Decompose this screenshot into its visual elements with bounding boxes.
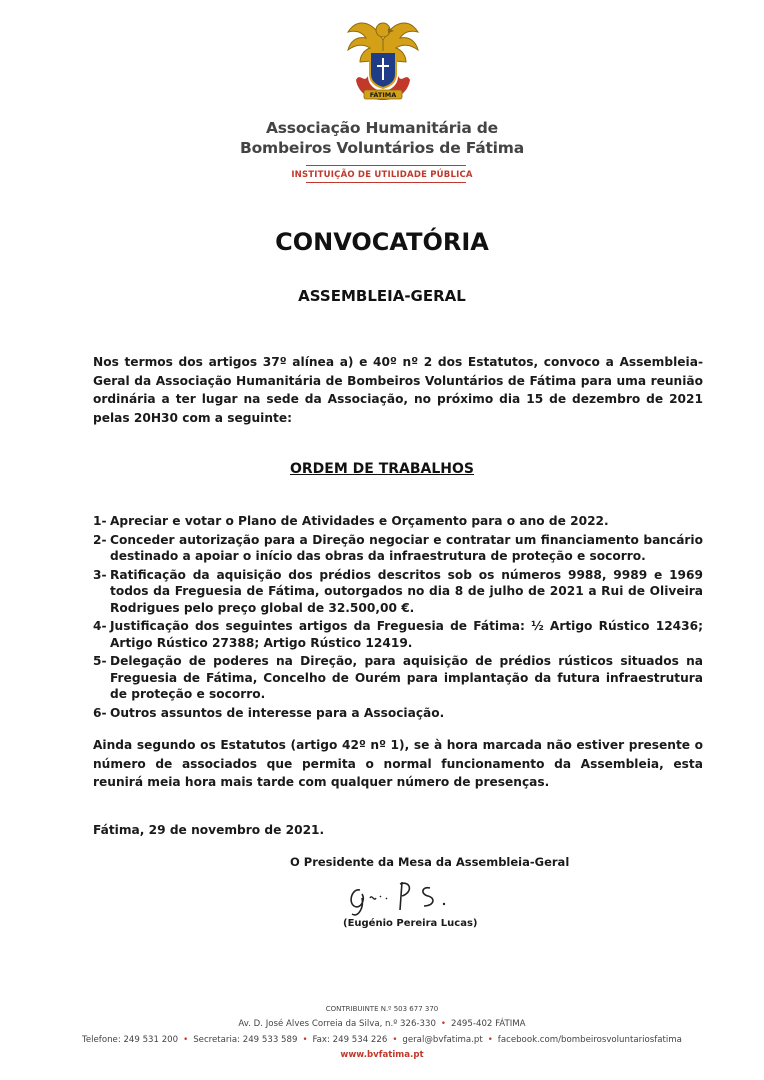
agenda-item-text: Delegação de poderes na Direção, para aquisição de prédios rústicos situados na Freguesia de Fátima, Concelho de Ourém para implantação da futura infraestrutura de proteção e socorro. [110, 654, 703, 701]
footer-contacts-line [0, 1035, 764, 1045]
footer-address-line [0, 1019, 764, 1029]
separator-dot-icon: • [183, 1035, 189, 1045]
intro-paragraph: Nos termos dos artigos 37º alínea a) e 40º nº 2 dos Estatutos, convoco a Assembleia-Geral da Associação Humanitária de Bombeiros Voluntários de Fátima para uma reunião ordinária a ter lugar na sede da Associação, no próximo dia 15 de dezembro de 2021 pelas 20H30 com a seguinte: [93, 355, 703, 425]
footer-contribuinte: CONTRIBUINTE N.º 503 677 370 [325, 1005, 439, 1013]
agenda-item-number: 4- [93, 619, 107, 633]
org-name-line1: Associação Humanitária de [265, 119, 498, 137]
footer-facebook[interactable]: facebook.com/bombeirosvoluntariosfatima [497, 1035, 682, 1045]
agenda-item [93, 532, 703, 565]
association-logo-icon [342, 10, 424, 106]
signatory-role: O Presidente da Mesa da Assembleia-Geral [290, 855, 570, 869]
agenda-item-text: Conceder autorização para a Direção negociar e contratar um financiamento bancário destinado a apoiar o início das obras da infraestrutura de proteção e socorro. [110, 532, 703, 563]
separator-dot-icon: • [440, 1019, 446, 1029]
agenda-item-number: 2- [93, 532, 107, 547]
org-divider-bottom [306, 182, 466, 183]
footer-address: Av. D. José Alves Correia da Silva, n.º 326-330 [238, 1019, 436, 1029]
footer-secretaria: Secretaria: 249 533 589 [193, 1035, 298, 1045]
footer-postcode: 2495-402 FÁTIMA [451, 1019, 526, 1029]
agenda-item-number: 1- [93, 514, 107, 528]
agenda-list [93, 513, 703, 723]
separator-dot-icon: • [392, 1035, 398, 1045]
agenda-item [93, 618, 703, 651]
separator-dot-icon: • [302, 1035, 308, 1045]
org-subtitle: INSTITUIÇÃO DE UTILIDADE PÚBLICA [291, 170, 473, 180]
agenda-title: ORDEM DE TRABALHOS [289, 461, 475, 477]
footer-email[interactable]: geral@bvfatima.pt [402, 1035, 483, 1045]
agenda-item [93, 653, 703, 703]
date-line: Fátima, 29 de novembro de 2021. [93, 823, 325, 837]
agenda-item [93, 513, 703, 530]
signatory-name: (Eugénio Pereira Lucas) [343, 918, 478, 929]
agenda-item-number: 3- [93, 567, 107, 582]
closing-paragraph: Ainda segundo os Estatutos (artigo 42º nº 1), se à hora marcada não estiver presente o número de associados que permita o normal funcionamento da Assembleia, esta reunirá meia hora mais tarde com qualquer número de presenças. [93, 738, 703, 789]
footer-telefone: Telefone: 249 531 200 [82, 1035, 179, 1045]
agenda-item-number: 6- [93, 705, 107, 720]
org-divider-top [306, 165, 466, 166]
logo-ribbon-text: FÁTIMA [369, 91, 397, 99]
agenda-item-text: Ratificação da aquisição dos prédios descritos sob os números 9988, 9989 e 1969 todos da Freguesia de Fátima, outorgados no dia 8 de julho de 2021 a Rui de Oliveira Rodrigues pelo preço global de 32.500,00 €. [110, 567, 703, 615]
org-name-line2: Bombeiros Voluntários de Fátima [239, 139, 524, 157]
agenda-item-number: 5- [93, 654, 107, 668]
document-title: CONVOCATÓRIA [275, 228, 489, 256]
agenda-item-text: Justificação dos seguintes artigos da Freguesia de Fátima: ½ Artigo Rústico 12436; Artigo Rústico 27388; Artigo Rústico 12419. [110, 619, 703, 650]
agenda-item [93, 705, 703, 722]
separator-dot-icon: • [487, 1035, 493, 1045]
footer-fax: Fax: 249 534 226 [312, 1035, 388, 1045]
agenda-item [93, 567, 703, 617]
footer-website[interactable]: www.bvfatima.pt [340, 1050, 424, 1060]
document-subtitle: ASSEMBLEIA-GERAL [298, 287, 466, 305]
agenda-item-text: Outros assuntos de interesse para a Associação. [110, 705, 445, 720]
agenda-item-text: Apreciar e votar o Plano de Atividades e Orçamento para o ano de 2022. [110, 514, 609, 528]
handwritten-signature-icon [340, 876, 470, 920]
